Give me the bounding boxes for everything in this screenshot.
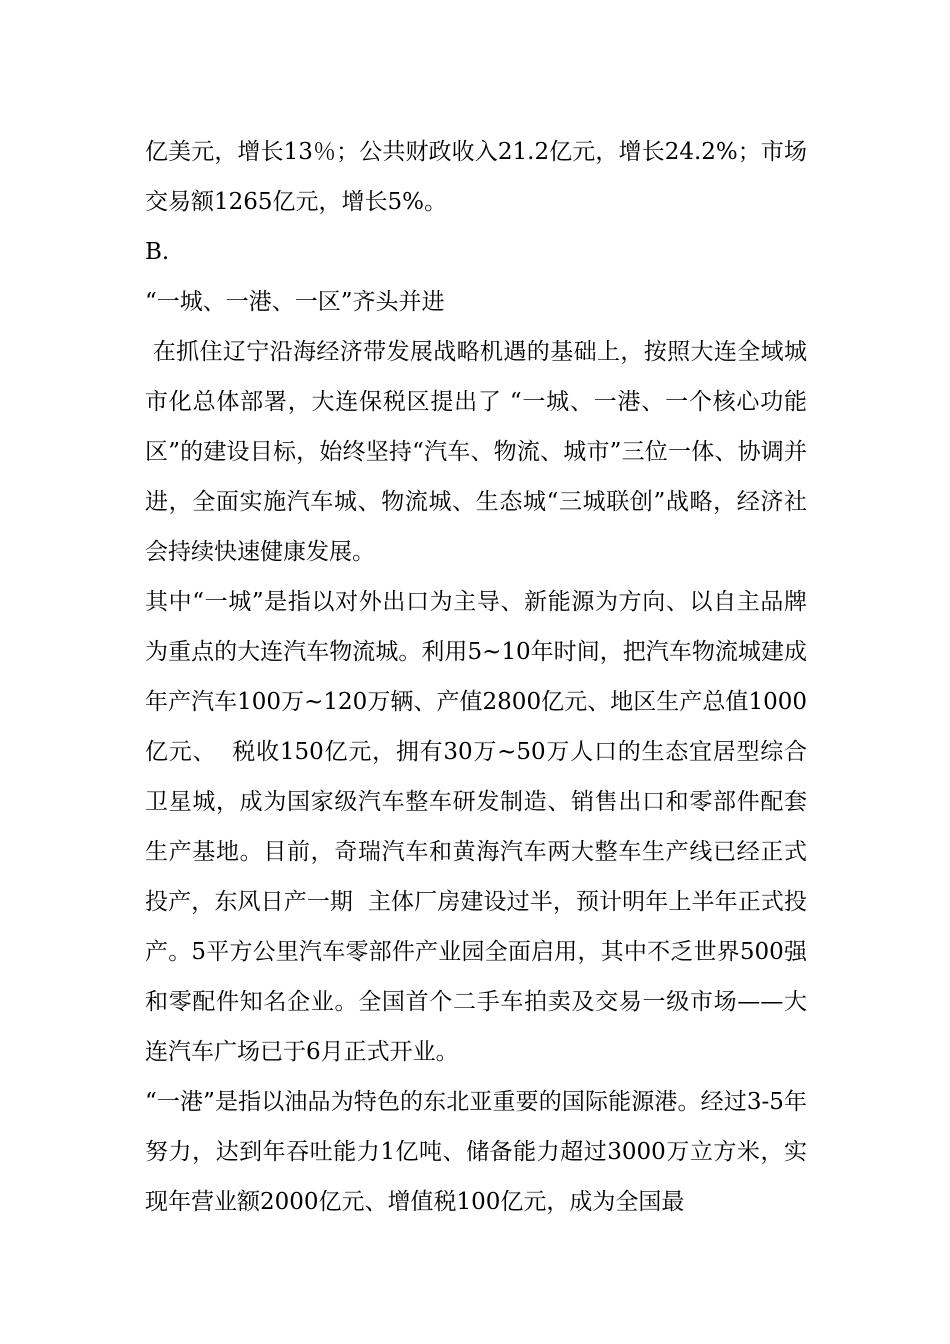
- paragraph-section-label: B.: [145, 239, 170, 265]
- paragraph-one-port: “一港”是指以油品为特色的东北亚重要的国际能源港。经过3-5年努力，达到年吞吐能力1亿吨、储备能力超过3000万立方米，实现年营业额2000亿元、增值税100亿元，成为全国最: [145, 1089, 807, 1215]
- paragraph-strategy-intro: 在抓住辽宁沿海经济带发展战略机遇的基础上，按照大连全域城市化总体部署，大连保税区提出了 “一城、一港、一个核心功能区”的建设目标，始终坚持“汽车、物流、城市”三位一体、协调并 进，全面实施汽车城、物流城、生态城“三城联创”战略，经济社会持续快速健康发展。: [145, 339, 822, 565]
- paragraph-one-city: 其中“一城”是指以对外出口为主导、新能源为方向、以自主品牌为重点的大连汽车物流城。利用5~10年时间，把汽车物流城建成年产汽车100万~120万辆、产值2800亿元、地区生产总值1000亿元、 税收150亿元，拥有30万~50万人口的生态宜居型综合卫星城，成为国家级汽车整车研发制造、销售出口和零部件配套生产基地。目前，奇瑞汽车和黄海汽车两大整车生产线已经正式投产，东风日产一期 主体厂房建设过半，预计明年上半年正式投产。5平方公里汽车零部件产业园全面启用，其中不乏世界500强和零配件知名企业。全国首个二手车拍卖及交易一级市场——大连汽车广场已于6月正式开业。: [145, 589, 807, 1065]
- paragraph-stats-continuation: 亿美元，增长13％；公共财政收入21.2亿元，增长24.2%；市场交易额1265亿元，增长5%。: [145, 139, 807, 215]
- paragraph-section-heading: “一城、一港、一区”齐头并进: [145, 289, 445, 315]
- document-body: [145, 127, 822, 1227]
